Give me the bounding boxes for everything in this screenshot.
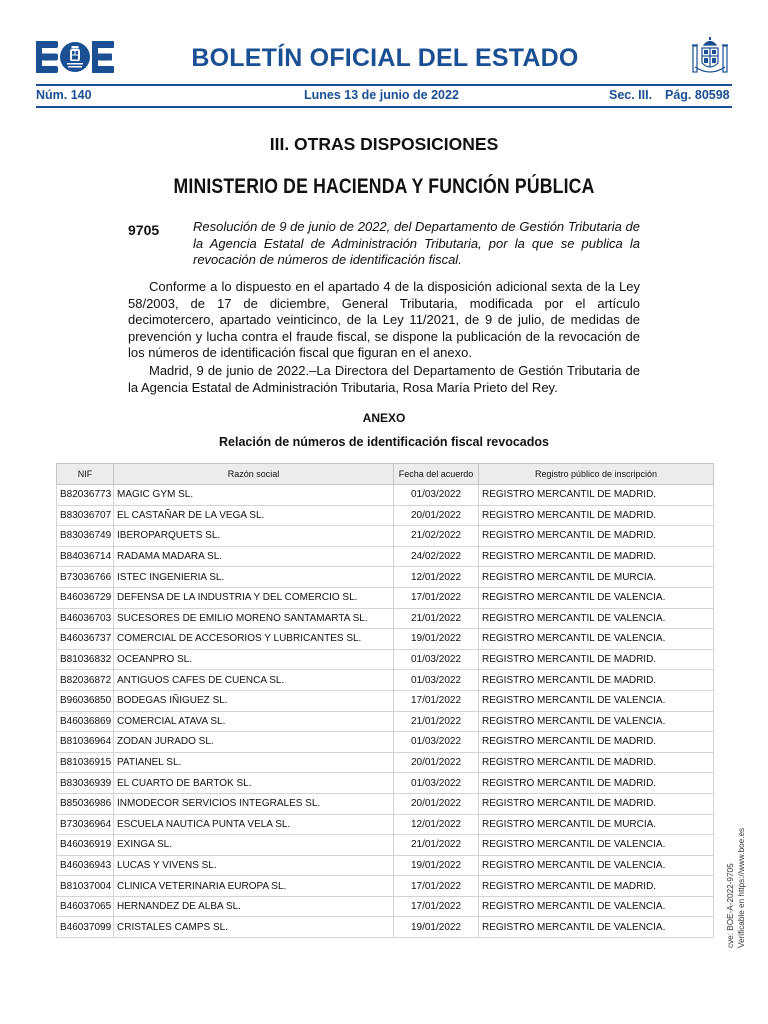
nif-cell: B81036964 (57, 732, 114, 753)
company-name-cell: IBEROPARQUETS SL. (114, 526, 394, 547)
ministry-title: MINISTERIO DE HACIENDA Y FUNCIÓN PÚBLICA (173, 175, 595, 198)
table-row (57, 917, 714, 938)
company-name-cell: SUCESORES DE EMILIO MORENO SANTAMARTA SL. (114, 608, 394, 629)
nif-cell: B46036919 (57, 835, 114, 856)
company-name-cell: ESCUELA NAUTICA PUNTA VELA SL. (114, 814, 394, 835)
nif-cell: B46036703 (57, 608, 114, 629)
table-row (57, 587, 714, 608)
bulletin-page: Pág. 80598 (665, 88, 730, 102)
registry-cell: REGISTRO MERCANTIL DE VALENCIA. (479, 917, 714, 938)
company-name-cell: DEFENSA DE LA INDUSTRIA Y DEL COMERCIO SL. (114, 587, 394, 608)
agreement-date-cell: 19/01/2022 (394, 855, 479, 876)
registry-cell: REGISTRO MERCANTIL DE VALENCIA. (479, 855, 714, 876)
nif-cell: B46036729 (57, 587, 114, 608)
agreement-date-cell: 17/01/2022 (394, 876, 479, 897)
nif-cell: B46036737 (57, 629, 114, 650)
bulletin-title: BOLETÍN OFICIAL DEL ESTADO (191, 44, 579, 72)
agreement-date-cell: 24/02/2022 (394, 546, 479, 567)
table-row (57, 835, 714, 856)
agreement-date-cell: 01/03/2022 (394, 670, 479, 691)
column-header-public-registry: Registro público de inscripción (479, 464, 714, 485)
agreement-date-cell: 17/01/2022 (394, 587, 479, 608)
cve-code: cve: BOE-A-2022-9705 (726, 863, 735, 948)
nif-cell: B83036749 (57, 526, 114, 547)
table-row (57, 814, 714, 835)
company-name-cell: INMODECOR SERVICIOS INTEGRALES SL. (114, 793, 394, 814)
table-row (57, 670, 714, 691)
nif-cell: B82036872 (57, 670, 114, 691)
table-header-row (57, 464, 714, 485)
annex-title: ANEXO (362, 411, 406, 425)
verification-note (726, 748, 747, 948)
table-row (57, 608, 714, 629)
company-name-cell: CLINICA VETERINARIA EUROPA SL. (114, 876, 394, 897)
company-name-cell: MAGIC GYM SL. (114, 485, 394, 506)
registry-cell: REGISTRO MERCANTIL DE MURCIA. (479, 567, 714, 588)
table-row (57, 855, 714, 876)
agreement-date-cell: 21/01/2022 (394, 835, 479, 856)
registry-cell: REGISTRO MERCANTIL DE MADRID. (479, 526, 714, 547)
agreement-date-cell: 12/01/2022 (394, 567, 479, 588)
agreement-date-cell: 21/01/2022 (394, 608, 479, 629)
registry-cell: REGISTRO MERCANTIL DE MADRID. (479, 732, 714, 753)
verification-url: Verificable en https://www.boe.es (736, 827, 746, 948)
nif-cell: B85036986 (57, 793, 114, 814)
table-row (57, 649, 714, 670)
registry-cell: REGISTRO MERCANTIL DE MADRID. (479, 546, 714, 567)
company-name-cell: EXINGA SL. (114, 835, 394, 856)
registry-cell: REGISTRO MERCANTIL DE MADRID. (479, 505, 714, 526)
table-row (57, 567, 714, 588)
nif-cell: B73036964 (57, 814, 114, 835)
company-name-cell: RADAMA MADARA SL. (114, 546, 394, 567)
company-name-cell: BODEGAS IÑIGUEZ SL. (114, 690, 394, 711)
nif-cell: B81037004 (57, 876, 114, 897)
company-name-cell: EL CUARTO DE BARTOK SL. (114, 773, 394, 794)
company-name-cell: PATIANEL SL. (114, 752, 394, 773)
nif-cell: B84036714 (57, 546, 114, 567)
nif-cell: B46037099 (57, 917, 114, 938)
column-header-company-name: Razón social (114, 464, 394, 485)
nif-cell: B73036766 (57, 567, 114, 588)
section-title: III. OTRAS DISPOSICIONES (269, 134, 499, 154)
nif-cell: B83036707 (57, 505, 114, 526)
body-paragraph-1: Conforme a lo dispuesto en el apartado 4 de la disposición adicional sexta de la Ley 58/2003, de 17 de diciembre, General Tributaria, modificada por el artículo decimotercero, apartado veinticinco, de la Ley 11/2021, de 9 de julio, de medidas de prevención y lucha contra el fraude fiscal, se dispone la publicación de la revocación de los números de identificación fiscal que figuran en el anexo. (128, 279, 640, 360)
company-name-cell: CRISTALES CAMPS SL. (114, 917, 394, 938)
boe-logo (36, 41, 114, 73)
table-body (57, 485, 714, 938)
agreement-date-cell: 19/01/2022 (394, 629, 479, 650)
agreement-date-cell: 21/01/2022 (394, 711, 479, 732)
registry-cell: REGISTRO MERCANTIL DE VALENCIA. (479, 896, 714, 917)
registry-cell: REGISTRO MERCANTIL DE MURCIA. (479, 814, 714, 835)
annex-subtitle: Relación de números de identificación fiscal revocados (219, 435, 549, 449)
nif-cell: B46037065 (57, 896, 114, 917)
nif-cell: B96036850 (57, 690, 114, 711)
agreement-date-cell: 01/03/2022 (394, 485, 479, 506)
table-row (57, 505, 714, 526)
nif-cell: B46036943 (57, 855, 114, 876)
agreement-date-cell: 01/03/2022 (394, 732, 479, 753)
company-name-cell: ANTIGUOS CAFES DE CUENCA SL. (114, 670, 394, 691)
registry-cell: REGISTRO MERCANTIL DE VALENCIA. (479, 835, 714, 856)
nif-cell: B46036869 (57, 711, 114, 732)
company-name-cell: COMERCIAL ATAVA SL. (114, 711, 394, 732)
registry-cell: REGISTRO MERCANTIL DE VALENCIA. (479, 608, 714, 629)
registry-cell: REGISTRO MERCANTIL DE MADRID. (479, 752, 714, 773)
agreement-date-cell: 12/01/2022 (394, 814, 479, 835)
table-row (57, 773, 714, 794)
nif-cell: B83036939 (57, 773, 114, 794)
agreement-date-cell: 17/01/2022 (394, 896, 479, 917)
company-name-cell: ZODAN JURADO SL. (114, 732, 394, 753)
bulletin-number: Núm. 140 (36, 88, 92, 102)
registry-cell: REGISTRO MERCANTIL DE MADRID. (479, 649, 714, 670)
agreement-date-cell: 21/02/2022 (394, 526, 479, 547)
agreement-date-cell: 01/03/2022 (394, 649, 479, 670)
registry-cell: REGISTRO MERCANTIL DE MADRID. (479, 485, 714, 506)
table-row (57, 793, 714, 814)
registry-cell: REGISTRO MERCANTIL DE VALENCIA. (479, 690, 714, 711)
table-row (57, 752, 714, 773)
agreement-date-cell: 01/03/2022 (394, 773, 479, 794)
table-row (57, 629, 714, 650)
coat-of-arms-icon (690, 37, 730, 79)
nif-cell: B81036832 (57, 649, 114, 670)
nif-cell: B82036773 (57, 485, 114, 506)
resolution-summary: Resolución de 9 de junio de 2022, del Departamento de Gestión Tributaria de la Agencia Estatal de Administración Tributaria, por la que se publica la revocación de números de identificación fiscal. (193, 219, 640, 267)
table-row (57, 690, 714, 711)
bulletin-date: Lunes 13 de junio de 2022 (304, 88, 459, 102)
body-paragraph-2: Madrid, 9 de junio de 2022.–La Directora del Departamento de Gestión Tributaria de la Agencia Estatal de Administración Tributaria, Rosa María Prieto del Rey. (128, 363, 640, 395)
table-row (57, 546, 714, 567)
company-name-cell: EL CASTAÑAR DE LA VEGA SL. (114, 505, 394, 526)
agreement-date-cell: 20/01/2022 (394, 793, 479, 814)
table-row (57, 485, 714, 506)
registry-cell: REGISTRO MERCANTIL DE MADRID. (479, 670, 714, 691)
column-header-nif: NIF (57, 464, 114, 485)
table-row (57, 896, 714, 917)
registry-cell: REGISTRO MERCANTIL DE MADRID. (479, 773, 714, 794)
table-row (57, 732, 714, 753)
registry-cell: REGISTRO MERCANTIL DE MADRID. (479, 793, 714, 814)
agreement-date-cell: 19/01/2022 (394, 917, 479, 938)
revoked-nif-table (56, 463, 714, 938)
registry-cell: REGISTRO MERCANTIL DE VALENCIA. (479, 587, 714, 608)
company-name-cell: LUCAS Y VIVENS SL. (114, 855, 394, 876)
agreement-date-cell: 20/01/2022 (394, 505, 479, 526)
company-name-cell: OCEANPRO SL. (114, 649, 394, 670)
header-top-rule (36, 84, 732, 86)
registry-cell: REGISTRO MERCANTIL DE VALENCIA. (479, 629, 714, 650)
table-row (57, 876, 714, 897)
company-name-cell: ISTEC INGENIERIA SL. (114, 567, 394, 588)
company-name-cell: HERNANDEZ DE ALBA SL. (114, 896, 394, 917)
registry-cell: REGISTRO MERCANTIL DE VALENCIA. (479, 711, 714, 732)
agreement-date-cell: 17/01/2022 (394, 690, 479, 711)
nif-cell: B81036915 (57, 752, 114, 773)
resolution-number: 9705 (128, 222, 160, 238)
agreement-date-cell: 20/01/2022 (394, 752, 479, 773)
company-name-cell: COMERCIAL DE ACCESORIOS Y LUBRICANTES SL. (114, 629, 394, 650)
table-row (57, 526, 714, 547)
column-header-agreement-date: Fecha del acuerdo (394, 464, 479, 485)
header-bottom-rule (36, 106, 732, 108)
table-row (57, 711, 714, 732)
bulletin-section: Sec. III. (609, 88, 653, 102)
registry-cell: REGISTRO MERCANTIL DE MADRID. (479, 876, 714, 897)
